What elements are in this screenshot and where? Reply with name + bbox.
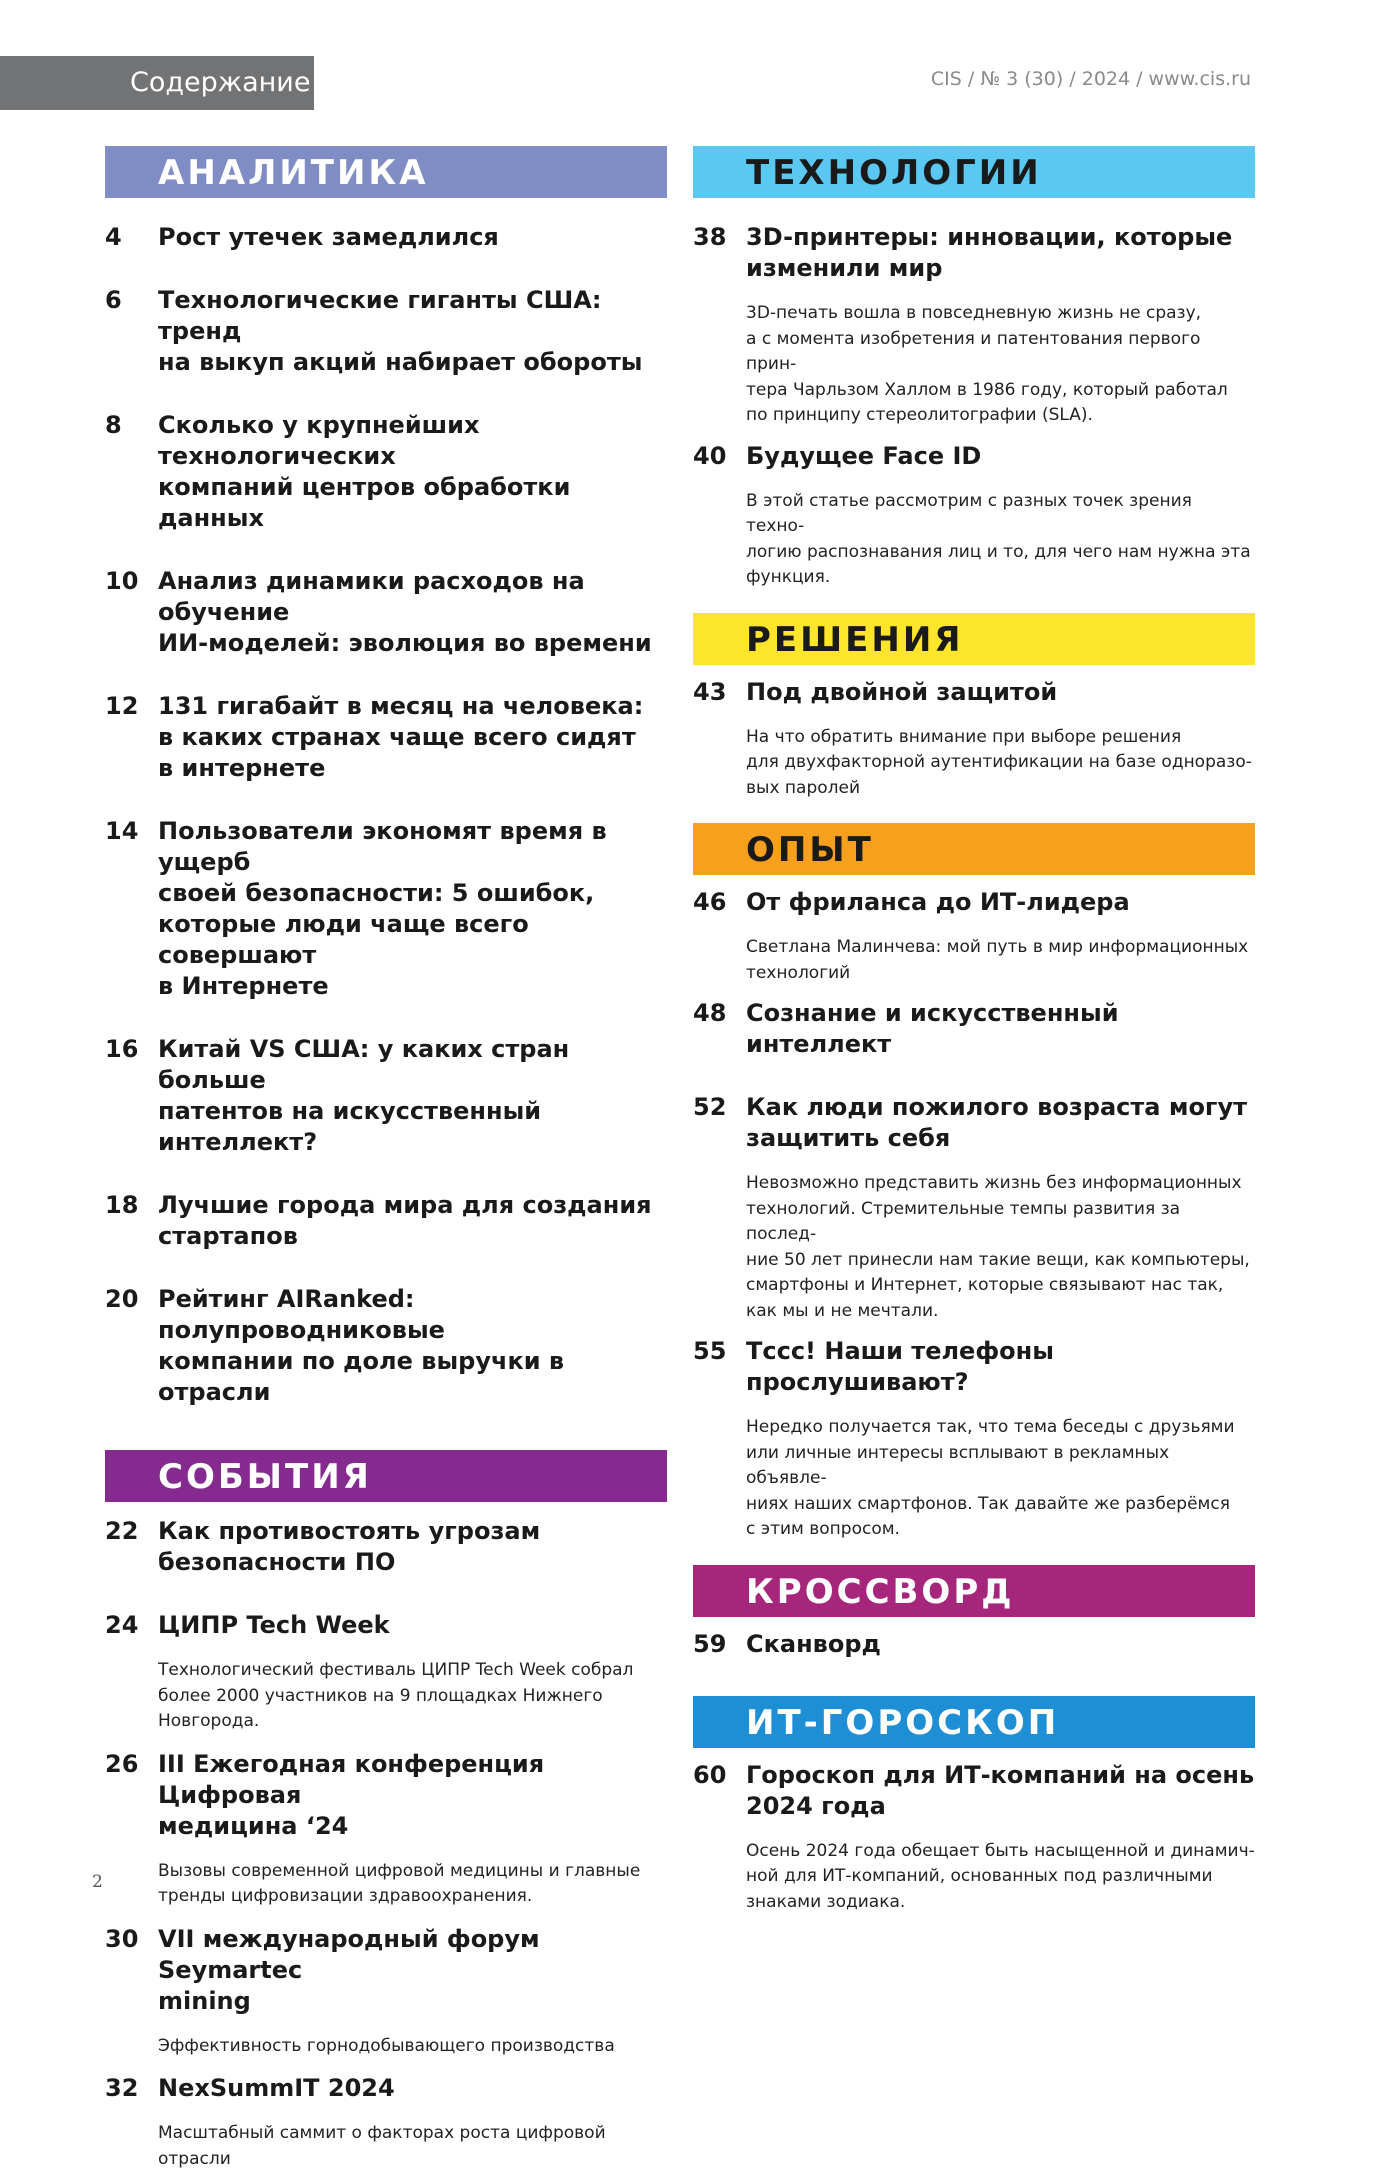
page-footer-number: 2	[92, 1872, 103, 1892]
article-description: Технологический фестиваль ЦИПР Tech Week собрал более 2000 участников на 9 площадках Нижнего Новгорода.	[158, 1660, 634, 1731]
toc-entry[interactable]	[105, 2073, 667, 2172]
article-title: Как противостоять угрозам безопасности ПО	[158, 1517, 541, 1576]
article-title: Китай VS США: у каких стран больше патентов на искусственный интеллект?	[158, 1035, 570, 1156]
page-number: 4	[105, 223, 122, 251]
article-description: Масштабный саммит о факторах роста цифровой отрасли	[158, 2123, 606, 2169]
page-number: 6	[105, 286, 122, 314]
article-title: Сканворд	[746, 1629, 881, 1658]
article-title: Будущее Face ID	[746, 441, 982, 470]
toc-entry[interactable]	[105, 816, 667, 1002]
article-title: III Ежегодная конференция Цифровая медицина ‘24	[158, 1749, 545, 1840]
toc-entry[interactable]	[105, 1924, 667, 2060]
article-title: Анализ динамики расходов на обучение ИИ-моделей: эволюция во времени	[158, 567, 652, 657]
article-title: 3D-принтеры: инновации, которые изменили мир	[746, 223, 1233, 282]
toc-entry[interactable]	[105, 691, 667, 784]
article-title: ЦИПР Tech Week	[158, 1611, 390, 1639]
article-title: Лучшие города мира для создания стартапов	[158, 1191, 652, 1250]
toc-entry[interactable]	[693, 887, 1255, 986]
page-number: 14	[105, 817, 139, 845]
section-technologies: ТЕХНОЛОГИИ	[693, 146, 1255, 198]
toc-entry[interactable]	[105, 1749, 667, 1910]
article-title: Как люди пожилого возраста могут защитить себя	[746, 1093, 1248, 1152]
page-number: 12	[105, 692, 139, 720]
page-number: 48	[693, 999, 727, 1027]
article-description: 3D-печать вошла в повседневную жизнь не сразу, а с момента изобретения и патентования первого прин- тера Чарльзом Халлом в 1986 году, который работал по принципу стереолитографии (SLA).	[746, 303, 1228, 425]
page-number: 46	[693, 888, 727, 916]
contents-tab: Содержание	[0, 56, 314, 110]
article-title: Рейтинг AIRanked: полупроводниковые компании по доле выручки в отрасли	[158, 1285, 565, 1406]
toc-entry[interactable]	[105, 1034, 667, 1158]
page-number: 43	[693, 677, 727, 706]
article-title: Гороскоп для ИТ-компаний на осень 2024 года	[746, 1760, 1255, 1820]
page-number: 38	[693, 223, 727, 251]
article-title: От фриланса до ИТ-лидера	[746, 888, 1130, 916]
toc-entry[interactable]	[105, 1610, 667, 1735]
section-events: СОБЫТИЯ	[105, 1450, 667, 1502]
toc-entry[interactable]	[693, 1092, 1255, 1324]
article-title: Технологические гиганты США: тренд на выкуп акций набирает обороты	[158, 286, 643, 376]
page-number: 59	[693, 1629, 727, 1658]
article-title: Пользователи экономят время в ущерб своей безопасности: 5 ошибок, которые люди чаще всего совершают в Интернете	[158, 817, 607, 1000]
page-number: 55	[693, 1337, 727, 1365]
article-description: Невозможно представить жизнь без информационных технологий. Стремительные темпы развития за послед- ние 50 лет принесли нам такие вещи, как компьютеры, смартфоны и Интернет, которые связывают нас так, как мы и не мечтали.	[746, 1173, 1250, 1321]
page-number: 52	[693, 1093, 727, 1121]
page-number: 30	[105, 1924, 139, 1953]
article-description: На что обратить внимание при выборе решения для двухфакторной аутентификации на базе одноразо- вых паролей	[746, 726, 1252, 798]
section-horoscope: ИТ-ГОРОСКОП	[693, 1696, 1255, 1748]
section-analytics: АНАЛИТИКА	[105, 146, 667, 198]
article-description: В этой статье рассмотрим с разных точек зрения техно- логию распознавания лиц и то, для чего нам нужна эта функция.	[746, 490, 1251, 587]
section-experience: ОПЫТ	[693, 823, 1255, 875]
article-title: NexSummIT 2024	[158, 2074, 395, 2102]
article-title: Сколько у крупнейших технологических компаний центров обработки данных	[158, 411, 571, 532]
toc-entry[interactable]	[105, 285, 667, 378]
article-title: Сознание и искусственный интеллект	[746, 999, 1119, 1058]
page-number: 24	[105, 1611, 139, 1639]
page-number: 8	[105, 411, 122, 439]
left-column	[105, 146, 667, 2172]
article-title: Рост утечек замедлился	[158, 223, 499, 251]
article-title: Тссс! Наши телефоны прослушивают?	[746, 1337, 1054, 1396]
page-number: 22	[105, 1517, 139, 1545]
article-title: 131 гигабайт в месяц на человека: в каких странах чаще всего сидят в интернете	[158, 692, 644, 782]
article-description: Эффективность горнодобывающего производства	[158, 2035, 615, 2056]
toc-entry[interactable]	[693, 998, 1255, 1060]
page-number: 10	[105, 567, 139, 595]
issue-info: CIS / № 3 (30) / 2024 / www.cis.ru	[930, 68, 1251, 90]
toc-entry[interactable]	[693, 1629, 1255, 1660]
toc-entry[interactable]	[105, 410, 667, 534]
page-number: 40	[693, 441, 727, 470]
toc-entry[interactable]	[105, 222, 667, 253]
right-column	[693, 146, 1255, 1915]
page-number: 60	[693, 1760, 727, 1789]
page-number: 32	[105, 2074, 139, 2102]
toc-entry[interactable]	[693, 677, 1255, 802]
toc-entry[interactable]	[105, 1516, 667, 1578]
article-description: Вызовы современной цифровой медицины и главные тренды цифровизации здравоохранения.	[158, 1860, 641, 1906]
article-description: Осень 2024 года обещает быть насыщенной и динамич- ной для ИТ-компаний, основанных под различными знаками зодиака.	[746, 1840, 1255, 1912]
article-title: Под двойной защитой	[746, 677, 1058, 706]
page-number: 16	[105, 1035, 139, 1063]
toc-entry[interactable]	[105, 1190, 667, 1252]
toc-entry[interactable]	[693, 1336, 1255, 1543]
page-number: 20	[105, 1285, 139, 1313]
article-description: Нередко получается так, что тема беседы с друзьями или личные интересы всплывают в рекламных объявле- ниях наших смартфонов. Так давайте же разберёмся с этим вопросом.	[746, 1417, 1235, 1539]
toc-entry[interactable]	[105, 1284, 667, 1408]
toc-entry[interactable]	[105, 566, 667, 659]
article-description: Светлана Малинчева: мой путь в мир информационных технологий	[746, 937, 1249, 983]
article-title: VII международный форум Seymartec mining	[158, 1924, 540, 2015]
toc-entry[interactable]	[693, 441, 1255, 591]
page-number: 18	[105, 1191, 139, 1219]
page-number: 26	[105, 1749, 139, 1778]
toc-entry[interactable]	[693, 222, 1255, 429]
section-solutions: РЕШЕНИЯ	[693, 613, 1255, 665]
toc-entry[interactable]	[693, 1760, 1255, 1916]
section-crossword: КРОССВОРД	[693, 1565, 1255, 1617]
